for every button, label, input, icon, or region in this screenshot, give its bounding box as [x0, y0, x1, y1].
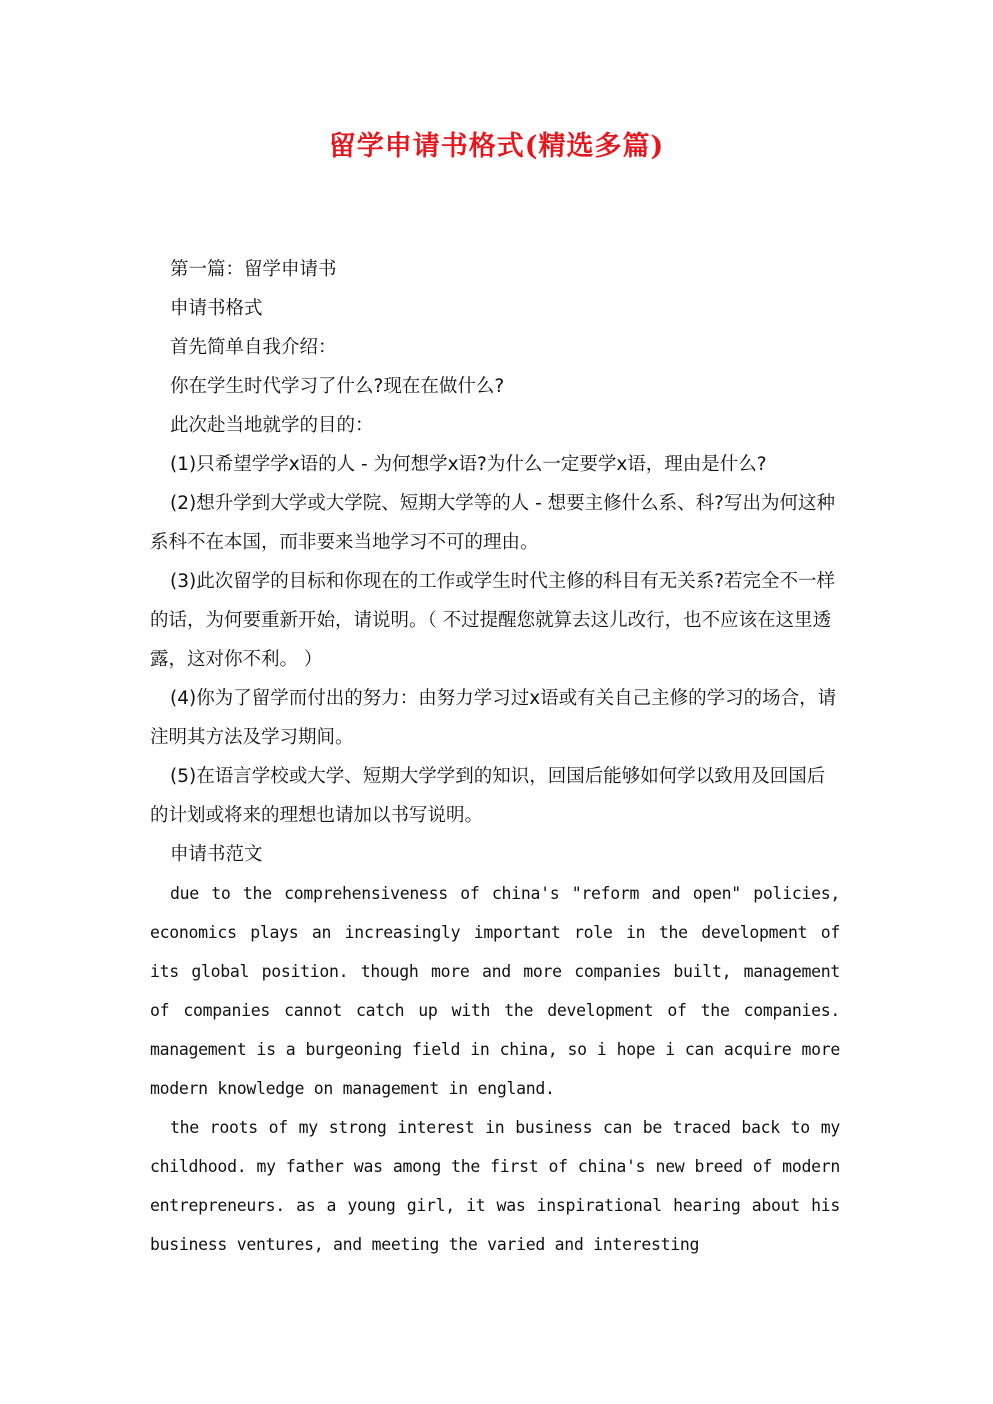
- paragraph: 此次赴当地就学的目的：: [170, 415, 374, 436]
- paragraph: 第一篇：留学申请书: [170, 259, 337, 280]
- paragraph: (1)只希望学学x语的人 - 为何想学x语?为什么一定要学x语，理由是什么?: [170, 454, 767, 475]
- paragraph: (2)想升学到大学或大学院、短期大学等的人 - 想要主修什么系、科?写出为何这种系科不在本国，而非要来当地学习不可的理由。: [150, 493, 835, 553]
- paragraph: (4)你为了留学而付出的努力：由努力学习过x语或有关自己主修的学习的场合，请注明其方法及学习期间。: [150, 688, 837, 748]
- english-paragraph: due to the comprehensiveness of china's "reform and open" policies, economics plays an increasingly important role in the development of its global position. though more and more companies built, management of companies cannot catch up with the development of the companies. management is a burgeoning field in china, so i hope i can acquire more modern knowledge on management in england.: [150, 884, 840, 1098]
- paragraph: 申请书格式: [170, 298, 263, 319]
- english-paragraph: the roots of my strong interest in business can be traced back to my childhood. my father was among the first of china's new breed of modern entrepreneurs. as a young girl, it was inspirational hearing about his business ventures, and meeting the varied and interesting: [150, 1118, 840, 1254]
- document-title: 留学申请书格式(精选多篇): [328, 131, 665, 162]
- paragraph: (3)此次留学的目标和你现在的工作或学生时代主修的科目有无关系?若完全不一样的话，为何要重新开始，请说明。（ 不过提醒您就算去这儿改行，也不应该在这里透露，这对你不利。 ）: [150, 571, 836, 670]
- paragraph: 申请书范文: [170, 844, 263, 865]
- paragraph: 你在学生时代学习了什么?现在在做什么?: [170, 376, 505, 397]
- document-body: [150, 250, 840, 1264]
- paragraph: (5)在语言学校或大学、短期大学学到的知识，回国后能够如何学以致用及回国后的计划或将来的理想也请加以书写说明。: [150, 766, 826, 826]
- paragraph: 首先简单自我介绍：: [170, 337, 337, 358]
